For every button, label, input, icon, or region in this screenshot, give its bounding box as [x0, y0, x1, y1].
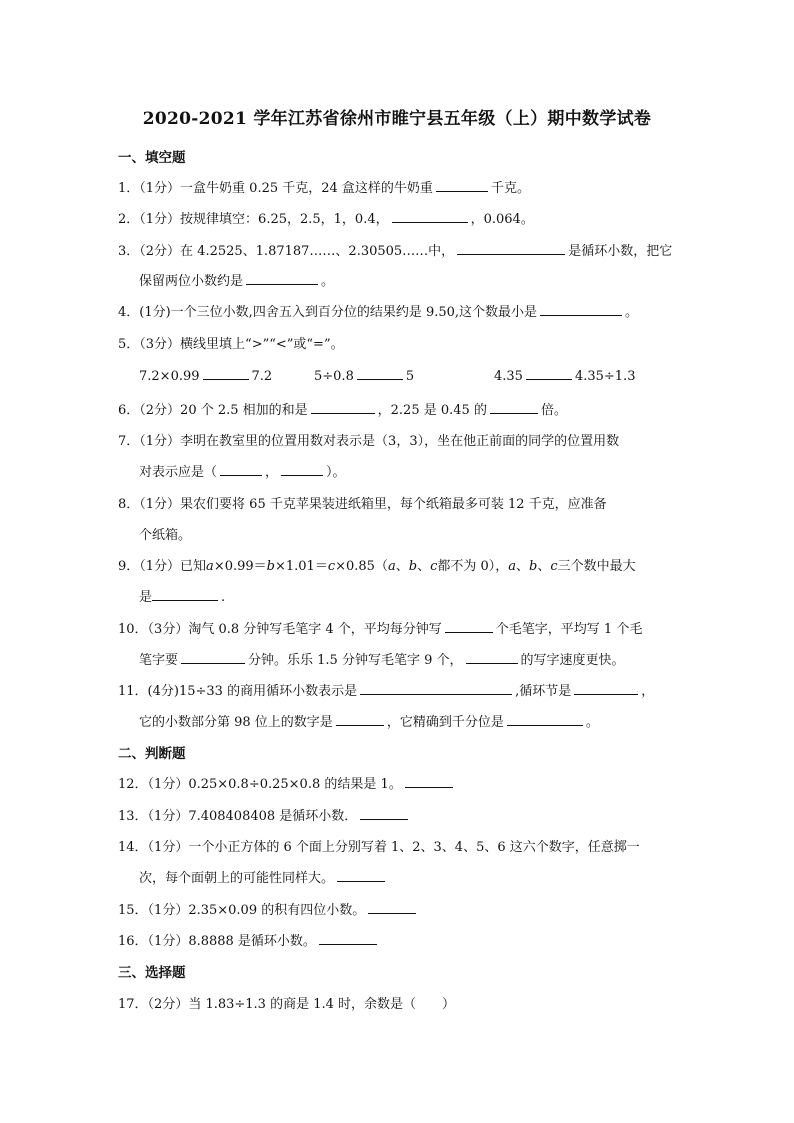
answer-blank[interactable] [574, 682, 638, 695]
answer-blank[interactable] [436, 179, 488, 192]
answer-blank[interactable] [507, 713, 583, 726]
question-5-part-2: 5÷0.8 5 [314, 369, 415, 384]
question-5: 5．（3分）横线里填上“>”“<”或“=”。 [118, 337, 344, 352]
answer-blank[interactable] [360, 807, 408, 820]
section-heading-multiple-choice: 三、选择题 [118, 965, 186, 981]
answer-blank[interactable] [405, 775, 453, 788]
answer-blank[interactable] [181, 651, 245, 664]
question-2: 2．（1分）按规律填空：6.25，2.5，1，0.4， ，0.064。 [118, 212, 534, 227]
question-12: 12．（1分）0.25×0.8÷0.25×0.8 的结果是 1。 [118, 773, 456, 792]
answer-blank[interactable] [457, 242, 565, 255]
question-7-cont: 对表示应是（ ， ）。 [139, 465, 346, 480]
question-14-cont: 次，每个面朝上的可能性同样大。 [139, 867, 388, 886]
answer-blank[interactable] [360, 682, 512, 695]
question-13: 13．（1分）7.408408408 是循环小数． [118, 805, 411, 824]
answer-blank[interactable] [203, 367, 249, 380]
question-5-part-1: 7.2×0.99 7.2 [139, 369, 273, 384]
section-heading-true-false: 二、判断题 [118, 746, 186, 762]
question-3: 3．（2分）在 4.2525、1.87187……、2.30505……中， 是循环小数，把它 [118, 244, 673, 259]
question-10-cont: 笔字要 分钟。乐乐 1.5 分钟写毛笔字 9 个， 的写字速度更快。 [139, 653, 625, 668]
answer-blank[interactable] [357, 367, 403, 380]
page-title: 2020-2021 学年江苏省徐州市睢宁县五年级（上）期中数学试卷 [142, 109, 652, 129]
answer-blank[interactable] [220, 463, 262, 476]
section-heading-fill-in: 一、填空题 [118, 150, 186, 166]
answer-blank[interactable] [246, 272, 318, 285]
answer-blank[interactable] [368, 901, 416, 914]
answer-blank[interactable] [526, 367, 572, 380]
question-11: 11．(4分)15÷33 的商用循环小数表示是 ,循环节是 ， [118, 684, 655, 699]
question-16: 16．（1分）8.8888 是循环小数。 [118, 930, 380, 949]
question-15: 15．（1分）2.35×0.09 的积有四位小数。 [118, 899, 419, 918]
question-8: 8．（1分）果农们要将 65 千克苹果装进纸箱里，每个纸箱最多可装 12 千克，应准备 [118, 497, 607, 512]
answer-blank[interactable] [490, 401, 538, 414]
answer-blank[interactable] [466, 651, 518, 664]
question-14: 14．（1分）一个小正方体的 6 个面上分别写着 1、2、3、4、5、6 这六个数字，任意掷一 [118, 840, 640, 855]
question-4: 4．(1分)一个三位小数,四舍五入到百分位的结果约是 9.50,这个数最小是 。 [118, 305, 639, 320]
question-9: 9．（1分）已知a×0.99＝b×1.01＝c×0.85（a、b、c都不为 0），a、b、c三个数中最大 [118, 559, 636, 574]
answer-blank[interactable] [336, 713, 384, 726]
question-17: 17．（2分）当 1.83÷1.3 的商是 1.4 时，余数是（ ） [118, 997, 456, 1012]
answer-blank[interactable] [540, 303, 622, 316]
question-6: 6．（2分）20 个 2.5 相加的和是 ，2.25 是 0.45 的 倍。 [118, 403, 567, 418]
question-7: 7．（1分）李明在教室里的位置用数对表示是（3，3），坐在他正前面的同学的位置用数 [118, 434, 620, 449]
answer-blank[interactable] [311, 401, 375, 414]
answer-blank[interactable] [337, 869, 385, 882]
question-10: 10．（3分）淘气 0.8 分钟写毛笔字 4 个，平均每分钟写 个毛笔字，平均写 1 个毛 [118, 622, 643, 637]
question-3-cont: 保留两位小数约是 。 [139, 274, 335, 289]
answer-blank[interactable] [319, 932, 377, 945]
answer-blank[interactable] [152, 588, 218, 601]
answer-blank[interactable] [392, 210, 468, 223]
question-1: 1．（1分）一盒牛奶重 0.25 千克，24 盒这样的牛奶重 千克。 [118, 181, 530, 196]
answer-blank[interactable] [281, 463, 323, 476]
answer-blank[interactable] [445, 620, 493, 633]
question-9-cont: 是 . [139, 590, 226, 605]
question-5-part-3: 4.35 4.35÷1.3 [494, 369, 636, 384]
question-8-cont: 个纸箱。 [139, 528, 192, 543]
question-11-cont: 它的小数部分第 98 位上的数字是 ，它精确到千分位是 。 [139, 715, 599, 730]
